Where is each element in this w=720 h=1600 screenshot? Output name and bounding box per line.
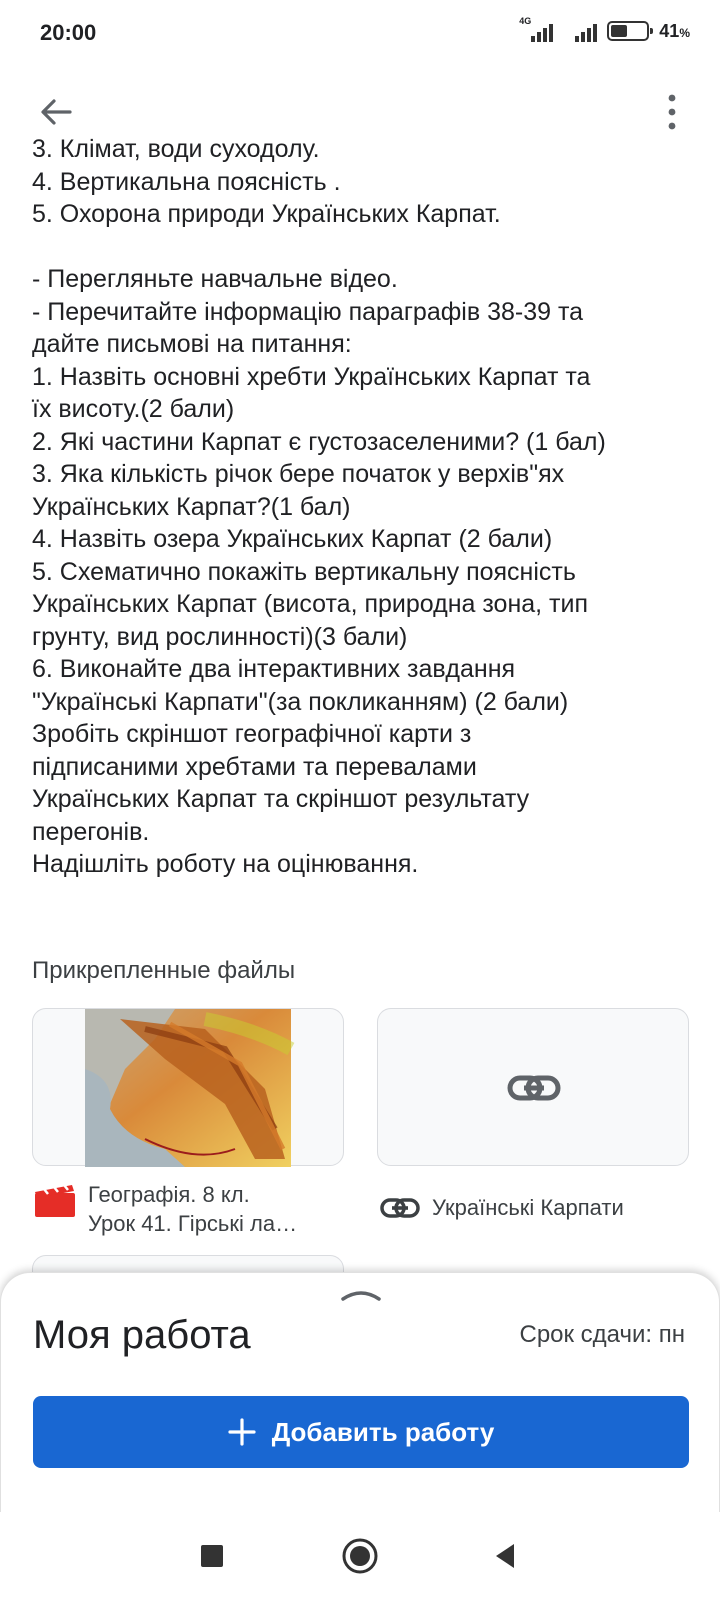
link-attachment-card[interactable] bbox=[377, 1008, 689, 1166]
more-vertical-icon bbox=[660, 88, 684, 136]
instruction-line: 5. Охорона природи Українських Карпат. bbox=[32, 200, 501, 228]
arrow-left-icon bbox=[32, 88, 80, 136]
triangle-back-icon bbox=[484, 1534, 528, 1578]
assignment-instructions bbox=[0, 135, 720, 910]
instruction-line: 6. Виконайте два інтерактивних завдання bbox=[32, 655, 516, 683]
video-attachment-label[interactable] bbox=[34, 1180, 338, 1238]
battery-level: 41% bbox=[659, 20, 690, 41]
instruction-line: Зробіть скріншот географічної карти з bbox=[32, 720, 472, 748]
signal-icon bbox=[563, 18, 597, 44]
instruction-line: - Перечитайте інформацію параграфів 38-39 та bbox=[32, 297, 584, 326]
status-time: 20:00 bbox=[40, 20, 97, 45]
due-date: Срок сдачи: пн bbox=[519, 1321, 685, 1348]
attachments-title: Прикрепленные файлы bbox=[32, 957, 296, 984]
system-navigation-bar bbox=[0, 1512, 720, 1600]
instruction-line: Українських Карпат (висота, природна зона, тип bbox=[32, 590, 589, 618]
my-work-title: Моя работа bbox=[33, 1313, 251, 1357]
plus-icon bbox=[228, 1418, 256, 1446]
my-work-sheet bbox=[0, 1272, 720, 1512]
video-title-line2: Урок 41. Гірські ла… bbox=[88, 1211, 298, 1236]
link-attachment-label[interactable] bbox=[380, 1193, 712, 1222]
link-icon bbox=[380, 1195, 420, 1221]
instruction-line: перегонів. bbox=[32, 817, 150, 846]
instruction-line: Надішліть роботу на оцінювання. bbox=[32, 850, 419, 878]
network-type: 4G bbox=[519, 16, 532, 26]
map-thumbnail bbox=[85, 1009, 291, 1167]
square-icon bbox=[190, 1534, 234, 1578]
more-options-button[interactable] bbox=[660, 88, 684, 136]
instruction-line: їх висоту.(2 бали) bbox=[32, 395, 235, 423]
instruction-line: дайте письмові на питання: bbox=[32, 330, 352, 358]
instruction-line: Українських Карпат та скріншот результату bbox=[32, 785, 530, 813]
instruction-line: 5. Схематично покажіть вертикальну поясність bbox=[32, 557, 576, 586]
system-back-button[interactable] bbox=[484, 1534, 528, 1578]
instruction-line: "Українські Карпати"(за покликанням) (2 бали) bbox=[32, 687, 569, 716]
back-button[interactable] bbox=[32, 88, 80, 136]
battery-icon bbox=[607, 21, 649, 41]
instruction-line: 3. Клімат, води суходолу. bbox=[32, 135, 320, 163]
instruction-line: 4. Назвіть озера Українських Карпат (2 бали) bbox=[32, 525, 553, 553]
instruction-line: 4. Вертикальна поясність . bbox=[32, 167, 341, 196]
home-circle-icon bbox=[338, 1534, 382, 1578]
status-indicators bbox=[519, 18, 690, 44]
instruction-line: підписаними хребтами та перевалами bbox=[32, 752, 477, 781]
instruction-line: 1. Назвіть основні хребти Українських Карпат та bbox=[32, 362, 591, 391]
signal-4g-icon bbox=[519, 18, 553, 44]
video-title-line1: Географія. 8 кл. bbox=[88, 1182, 250, 1207]
link-title: Українські Карпати bbox=[432, 1195, 624, 1220]
home-button[interactable] bbox=[338, 1534, 382, 1578]
instruction-line bbox=[32, 231, 692, 264]
link-icon bbox=[506, 1065, 562, 1111]
status-bar bbox=[0, 0, 720, 70]
instruction-line: 2. Які частини Карпат є густозаселеними? (1 бал) bbox=[32, 427, 606, 456]
add-work-button[interactable] bbox=[33, 1396, 689, 1468]
instruction-line: грунту, вид рослинності)(3 бали) bbox=[32, 622, 408, 651]
instruction-line: 3. Яка кількість річок бере початок у верхів"ях bbox=[32, 460, 565, 488]
youtube-icon bbox=[34, 1184, 76, 1218]
expand-handle-icon[interactable] bbox=[339, 1285, 383, 1305]
recent-apps-button[interactable] bbox=[190, 1534, 234, 1578]
instruction-line: - Перегляньте навчальне відео. bbox=[32, 265, 398, 293]
add-work-label: Добавить работу bbox=[271, 1416, 495, 1447]
instruction-line: Українських Карпат?(1 бал) bbox=[32, 492, 351, 521]
video-attachment-card[interactable] bbox=[32, 1008, 344, 1166]
instructions-text bbox=[32, 133, 692, 881]
